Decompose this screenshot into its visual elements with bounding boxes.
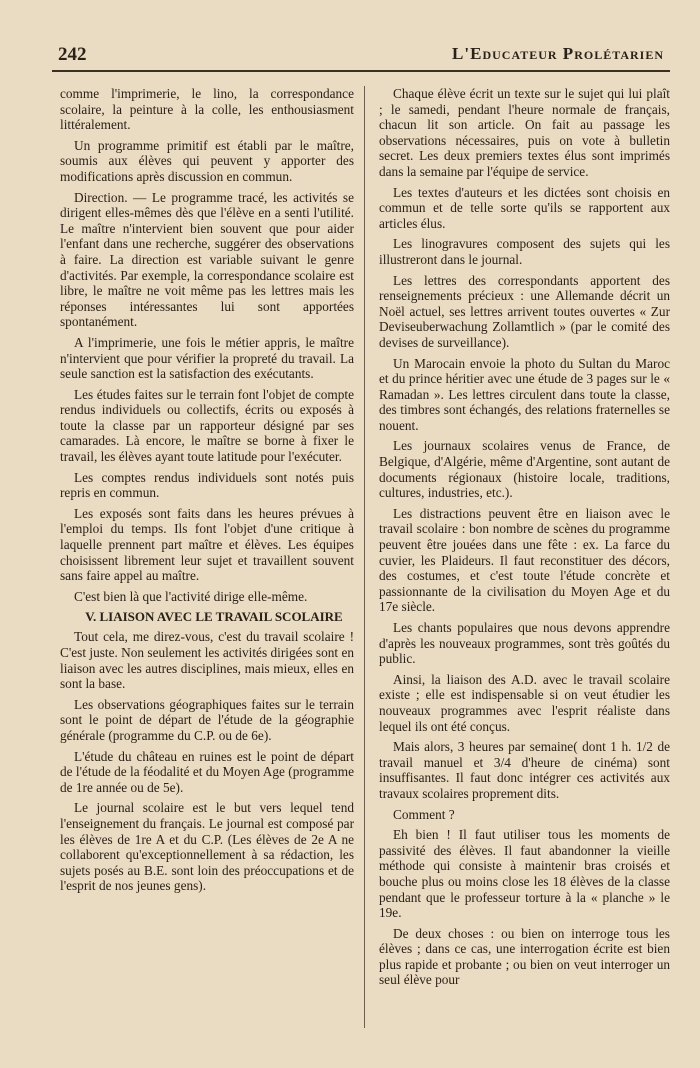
paragraph: Les chants populaires que nous devons apprendre d'après les nouveaux programmes, sont très goûtés du public. (379, 620, 670, 667)
page-header (52, 44, 670, 72)
paragraph: Les comptes rendus individuels sont notés puis repris en commun. (60, 469, 354, 501)
paragraph: Un programme primitif est établi par le maître, soumis aux élèves qui peuvent y apporter des modifications après discussion en commun. (60, 137, 354, 184)
paragraph: Un Marocain envoie la photo du Sultan du Maroc et du prince héritier avec une étude de 3 pages sur le « Ramadan ». Les lettres circulent dans toute la classe, des timbres sont échangés, des relations fraternelles se nouent. (379, 355, 670, 433)
paragraph: Eh bien ! Il faut utiliser tous les moments de passivité des élèves. Il faut abandonner la vieille méthode qui consiste à maintenir bras croisés et bouche plus ou moins close les 18 élèves de la classe pendant que le professeur torture à la « planche » le 19e. (379, 827, 670, 921)
page-number: 242 (58, 44, 87, 65)
paragraph: Mais alors, 3 heures par semaine( dont 1 h. 1/2 de travail manuel et 3/4 d'heure de cinéma) sont insuffisantes. Il faut donc intégrer ces activités aux travaux scolaires proprement dits. (379, 739, 670, 801)
journal-title: L'Educateur Prolétarien (452, 44, 664, 63)
paragraph: Le journal scolaire est le but vers lequel tend l'enseignement du français. Le journal est composé par les élèves de 1re A et du C.P. (Les élèves de 2e A ne collaborent qu'exceptionnellement à sa rédaction, les sujets posés au B.E. sont loin des préoccupations et de l'esprit de nos jeunes gens). (60, 800, 354, 894)
paragraph: C'est bien là que l'activité dirige elle-même. (74, 588, 308, 604)
paragraph: De deux choses : ou bien on interroge tous les élèves ; dans ce cas, une interrogation écrite est bien plus rapide et probante ; ou bien on veut interroger un seul élève pour (379, 925, 670, 988)
right-column (365, 86, 670, 1028)
paragraph: Comment ? (393, 806, 455, 822)
paragraph: Direction. — Le programme tracé, les activités se dirigent elles-mêmes dès que l'élève en a senti l'utilité. Le maître n'intervient bien souvent que pour aider l'enfant dans une recherche, suggérer des observations à faire. La direction est variable suivant le genre d'activités. Par exemple, la correspondance scolaire est libre, le maître ne voit même pas les lettres mais les réponses intéressantes lui sont apportées spontanément. (60, 189, 354, 330)
paragraph: L'étude du château en ruines est le point de départ de l'étude de la féodalité et du Moyen Age (programme de 1re année ou de 5e). (60, 748, 354, 795)
paragraph: Ainsi, la liaison des A.D. avec le travail scolaire existe ; elle est indispensable si on veut étudier les nouveaux programmes avec l'esprit réaliste dans lequel ils ont été conçus. (379, 671, 670, 734)
paragraph: A l'imprimerie, une fois le métier appris, le maître n'intervient que pour vérifier la propreté du travail. La seule sanction est la satisfaction des exécutants. (60, 334, 354, 382)
paragraph: Les observations géographiques faites sur le terrain sont le point de départ de l'étude de la géographie générale (programme du C.P. ou de 6e). (60, 696, 354, 743)
paragraph: Les textes d'auteurs et les dictées sont choisis en commun et de telle sorte qu'ils se rapportent aux articles élus. (379, 184, 670, 231)
paragraph: Les exposés sont faits dans les heures prévues à l'emploi du temps. Ils font l'objet d'une critique à laquelle prennent part maître et élèves. Les équipes choisissent librement leur sujet et travaillent souvent sans faire appel au maître. (60, 505, 354, 584)
paragraph: Les journaux scolaires venus de France, de Belgique, d'Algérie, même d'Argentine, sont autant de documents régionaux (histoire locale, traditions, cultures, industries, etc.). (379, 438, 670, 501)
paragraph: Tout cela, me direz-vous, c'est du travail scolaire ! C'est juste. Non seulement les activités dirigées sont en liaison avec les autres disciplines, mais mieux, elles en sont la base. (60, 629, 354, 692)
left-column (60, 86, 365, 1028)
paragraph: Les linogravures composent des sujets qui les illustreront dans le journal. (379, 236, 670, 267)
text-columns (60, 86, 670, 1028)
paragraph: Chaque élève écrit un texte sur le sujet qui lui plaît ; le samedi, pendant l'heure normale de français, chacun lit son article. On fait au passage les observations nécessaires, puis on vote à bulletin secret. Les deux premiers textes élus sont imprimés dans la semaine par l'équipe de service. (379, 86, 670, 179)
paragraph: Les lettres des correspondants apportent des renseignements précieux : une Allemande décrit un Noël actuel, ses lettres arrivent toutes ouvertes « Zur Deviseuberwachung Zollamtlich » (par le comité des devises de surveillance). (379, 272, 670, 350)
paragraph: Les distractions peuvent être en liaison avec le travail scolaire : bon nombre de scènes du programme peuvent être jouées dans une fête : ex. La farce du cuvier, les Plaideurs. Il faut reconstituer des décors, des costumes, et c'est toute l'étude concrète et passionnante de la civilisation du Moyen Age et du 17e siècle. (379, 505, 670, 615)
section-heading: V. LIAISON AVEC LE TRAVAIL SCOLAIRE (85, 609, 343, 625)
paragraph: comme l'imprimerie, le lino, la correspondance scolaire, la peinture à la colle, les enthousiasment littéralement. (60, 86, 354, 133)
paragraph: Les études faites sur le terrain font l'objet de compte rendus individuels ou collectifs, écrits ou exposés à toute la classe par un rapporteur désigné par ses camarades. Là encore, le maître se borne à fixer le travail, les élèves ayant toute latitude pour l'exécuter. (60, 386, 354, 465)
